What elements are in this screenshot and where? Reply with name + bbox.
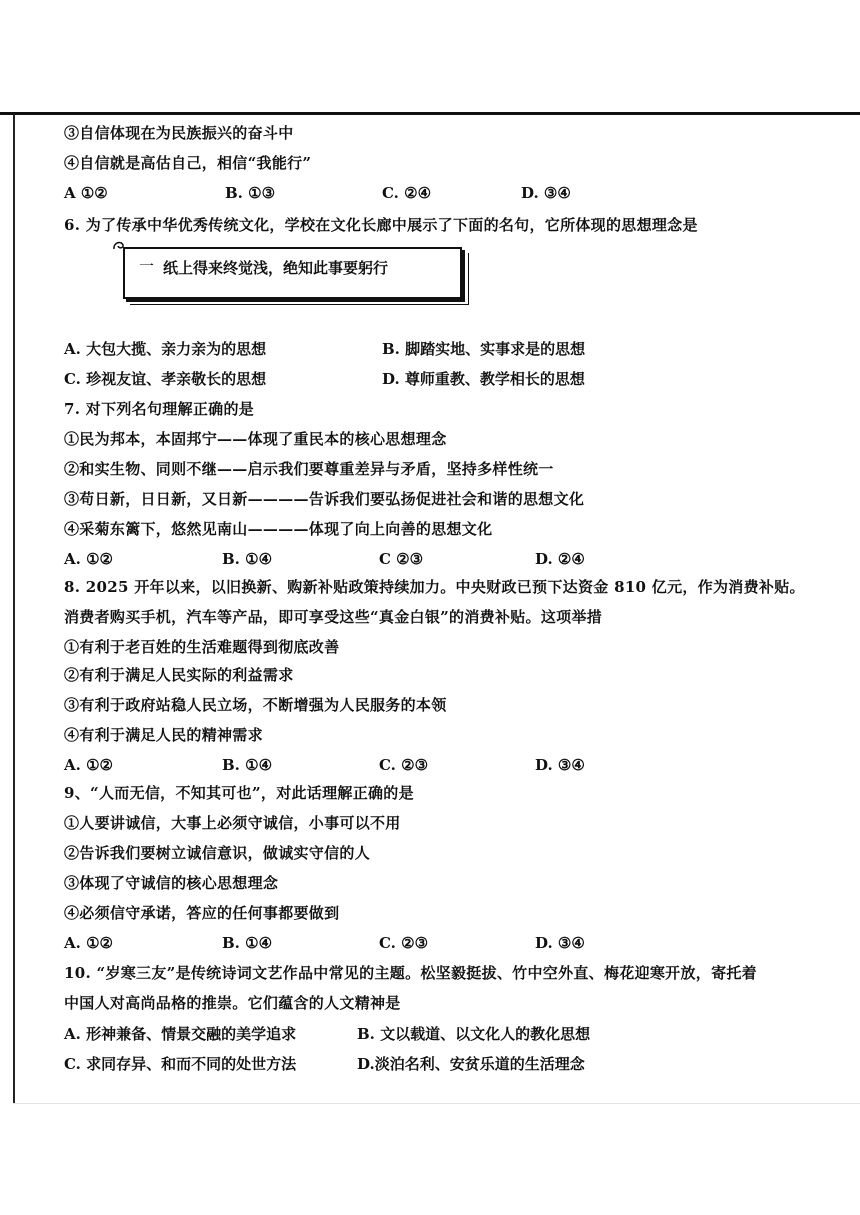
q9-option-b: B. ①④: [222, 934, 273, 952]
q7-stem: 7. 对下列名句理解正确的是: [64, 400, 255, 418]
q5-option-d: D. ③④: [521, 184, 571, 202]
q8-stem-line-2: 消费者购买手机，汽车等产品，即可享受这些“真金白银”的消费补贴。这项举措: [64, 608, 603, 626]
q5-item-4: ④自信就是高估自己，相信“我能行”: [64, 154, 312, 172]
quote-box: [123, 247, 462, 299]
q7-option-b: B. ①④: [222, 550, 273, 568]
quote-text: 纸上得来终觉浅，绝知此事要躬行: [163, 259, 389, 277]
q10-option-d: D.淡泊名利、安贫乐道的生活理念: [357, 1055, 585, 1073]
q6-option-c: C. 珍视友谊、孝亲敬长的思想: [64, 370, 267, 388]
q8-option-b: B. ①④: [222, 756, 273, 774]
q9-item-1: ①人要讲诚信，大事上必须守诚信，小事可以不用: [64, 814, 401, 832]
q5-item-3: ③自信体现在为民族振兴的奋斗中: [64, 124, 294, 142]
q8-option-c: C. ②③: [379, 756, 429, 774]
quote-dash: 一: [139, 257, 155, 275]
q9-item-4: ④必须信守承诺，答应的任何事都要做到: [64, 904, 340, 922]
q7-option-a: A. ①②: [64, 550, 113, 568]
q7-item-2: ②和实生物、同则不继——启示我们要尊重差异与矛盾，坚持多样性统一: [64, 460, 554, 478]
q9-option-a: A. ①②: [64, 934, 113, 952]
q10-option-b: B. 文以载道、以文化人的教化思想: [357, 1025, 591, 1043]
q9-item-3: ③体现了守诚信的核心思想理念: [64, 874, 279, 892]
page-top-rule: [0, 112, 860, 115]
q9-option-d: D. ③④: [535, 934, 585, 952]
q7-item-3: ③苟日新，日日新，又日新————告诉我们要弘扬促进社会和谐的思想文化: [64, 490, 585, 508]
q7-item-1: ①民为邦本，本固邦宁——体现了重民本的核心思想理念: [64, 430, 447, 448]
q9-stem: 9、“人而无信，不知其可也”，对此话理解正确的是: [64, 784, 414, 802]
q6-option-d: D. 尊师重教、教学相长的思想: [382, 370, 585, 388]
q8-item-1: ①有利于老百姓的生活难题得到彻底改善: [64, 638, 340, 656]
q9-option-c: C. ②③: [379, 934, 429, 952]
q8-option-d: D. ③④: [535, 756, 585, 774]
page-left-rule: [13, 114, 15, 1104]
q5-option-b: B. ①③: [225, 184, 276, 202]
q8-option-a: A. ①②: [64, 756, 113, 774]
q8-item-2: ②有利于满足人民实际的利益需求: [64, 666, 294, 684]
q10-stem-line-2: 中国人对高尚品格的推崇。它们蕴含的人文精神是: [64, 994, 401, 1012]
q10-option-a: A. 形神兼备、情景交融的美学追求: [64, 1025, 297, 1043]
q8-item-4: ④有利于满足人民的精神需求: [64, 726, 263, 744]
q7-option-c: C ②③: [379, 550, 424, 568]
q6-stem: 6. 为了传承中华优秀传统文化，学校在文化长廊中展示了下面的名句，它所体现的思想理念是: [64, 216, 698, 234]
page-bottom-rule: [13, 1103, 860, 1104]
q6-option-a: A. 大包大揽、亲力亲为的思想: [64, 340, 267, 358]
q5-option-c: C. ②④: [382, 184, 432, 202]
q7-item-4: ④采菊东篱下，悠然见南山————体现了向上向善的思想文化: [64, 520, 493, 538]
q10-option-c: C. 求同存异、和而不同的处世方法: [64, 1055, 297, 1073]
q9-item-2: ②告诉我们要树立诚信意识，做诚实守信的人: [64, 844, 371, 862]
q7-option-d: D. ②④: [535, 550, 585, 568]
q8-item-3: ③有利于政府站稳人民立场，不断增强为人民服务的本领: [64, 696, 447, 714]
q5-option-a: A ①②: [64, 184, 108, 202]
q8-stem-line-1: 8. 2025 开年以来，以旧换新、购新补贴政策持续加力。中央财政已预下达资金 810 亿元，作为消费补贴。: [64, 578, 805, 596]
q10-stem-line-1: 10. “岁寒三友”是传统诗词文艺作品中常见的主题。松坚毅挺拔、竹中空外直、梅花迎寒开放，寄托着: [64, 964, 757, 982]
q6-option-b: B. 脚踏实地、实事求是的思想: [382, 340, 586, 358]
